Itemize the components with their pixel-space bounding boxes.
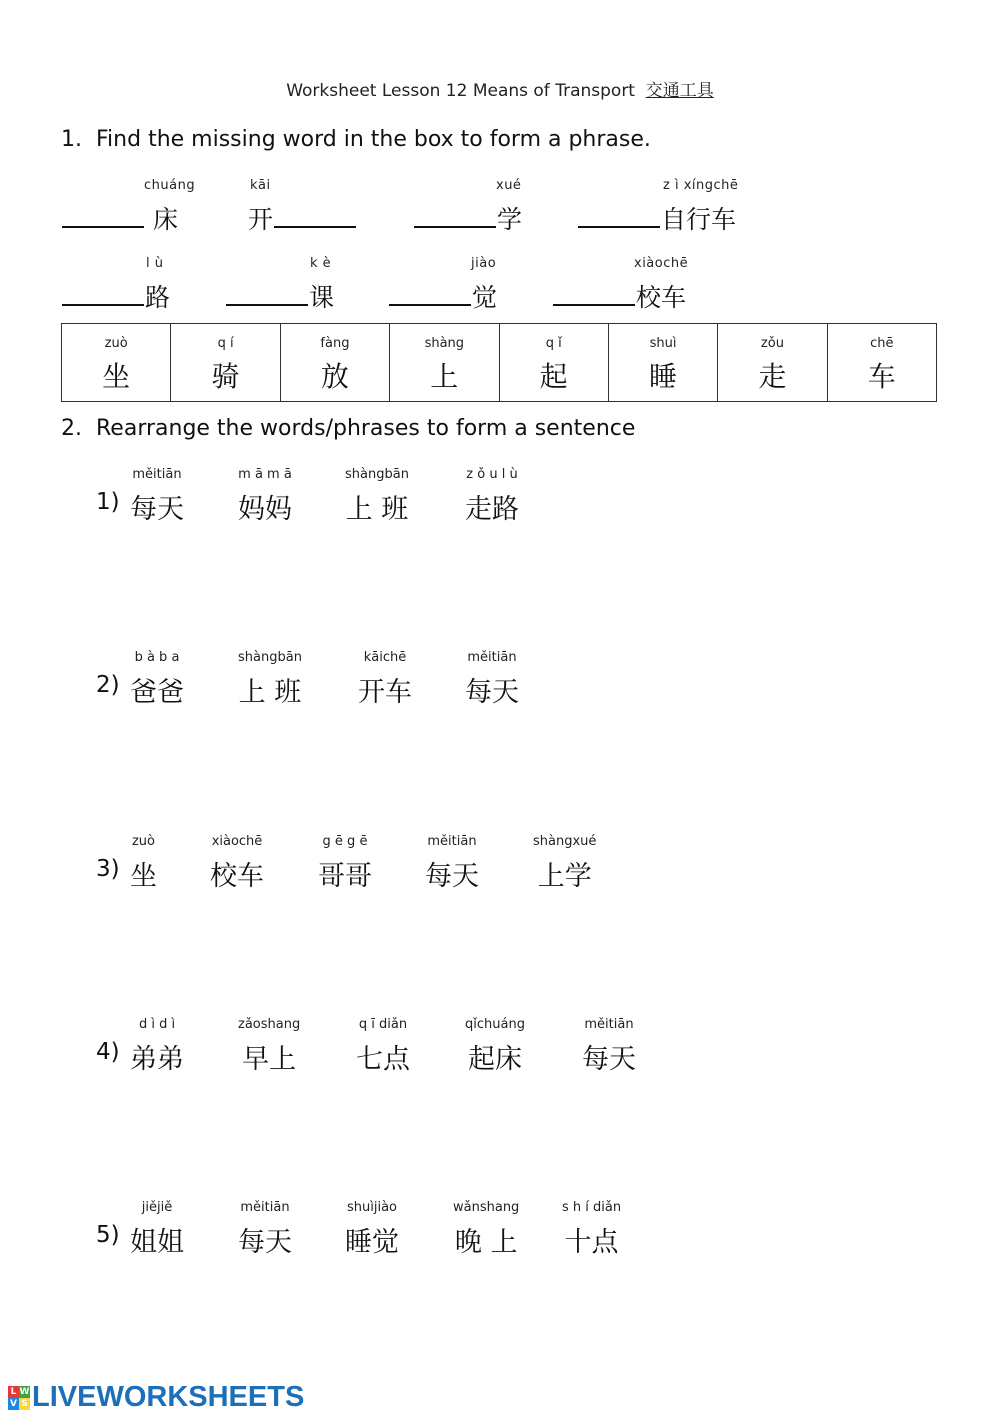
word-hanzi: 早上 xyxy=(242,1044,297,1075)
word-pinyin: xiàochē xyxy=(211,834,263,849)
word-hanzi: 爸爸 xyxy=(130,677,184,708)
phrase-hanzi: 开 xyxy=(248,205,274,234)
question-1-number: 1. xyxy=(61,127,82,152)
word-bank-hanzi: 上 xyxy=(430,360,459,393)
word-pinyin: s h í diǎn xyxy=(562,1200,622,1215)
sentence-number: 2) xyxy=(96,672,120,698)
word-hanzi: 上 班 xyxy=(238,677,302,708)
word-hanzi: 每天 xyxy=(582,1044,636,1075)
word-pinyin: wǎnshang xyxy=(453,1200,520,1215)
phrase-pinyin: l ù xyxy=(146,256,164,271)
word-bank-hanzi: 骑 xyxy=(211,360,240,393)
title-chinese: 交通工具 xyxy=(645,81,714,101)
word-tile[interactable] xyxy=(562,1200,621,1259)
word-hanzi: 校车 xyxy=(210,861,264,892)
word-bank-cell[interactable] xyxy=(390,324,499,401)
word-bank-pinyin: zǒu xyxy=(760,336,784,351)
word-pinyin: shàngxué xyxy=(533,834,597,849)
word-bank-pinyin: shàng xyxy=(424,336,465,351)
word-hanzi: 七点 xyxy=(356,1044,410,1075)
word-tile[interactable] xyxy=(465,1017,525,1076)
word-pinyin: g ē g ē xyxy=(322,834,368,849)
word-tile[interactable] xyxy=(130,834,157,893)
word-tile[interactable] xyxy=(465,467,519,526)
word-hanzi: 妈妈 xyxy=(238,494,292,525)
phrase-hanzi: 觉 xyxy=(472,283,498,312)
phrase-pinyin: k è xyxy=(310,256,332,271)
word-tile[interactable] xyxy=(465,650,519,709)
word-hanzi: 上学 xyxy=(537,861,592,892)
word-tile[interactable] xyxy=(425,834,479,893)
word-hanzi: 睡觉 xyxy=(345,1227,399,1258)
phrase-hanzi: 床 xyxy=(145,205,178,234)
word-hanzi: 弟弟 xyxy=(130,1044,184,1075)
liveworksheets-logo[interactable] xyxy=(8,1381,304,1414)
word-pinyin: měitiān xyxy=(467,650,517,665)
word-tile[interactable] xyxy=(318,834,372,893)
phrase-pinyin: xué xyxy=(496,178,522,193)
word-bank-cell[interactable] xyxy=(62,324,171,401)
word-tile[interactable] xyxy=(238,1017,300,1076)
word-tile[interactable] xyxy=(533,834,596,893)
word-bank-hanzi: 放 xyxy=(320,360,349,393)
word-pinyin: měitiān xyxy=(240,1200,290,1215)
word-tile[interactable] xyxy=(358,650,412,709)
word-tile[interactable] xyxy=(238,650,302,709)
sentence-number: 5) xyxy=(96,1222,120,1248)
answer-blank[interactable] xyxy=(578,226,660,228)
answer-blank[interactable] xyxy=(389,304,471,306)
word-hanzi: 每天 xyxy=(238,1227,292,1258)
word-tile[interactable] xyxy=(130,650,184,709)
answer-blank[interactable] xyxy=(62,304,144,306)
word-pinyin: jiějiě xyxy=(141,1200,173,1215)
word-pinyin: zuò xyxy=(131,834,156,849)
phrase-hanzi: 自行车 xyxy=(661,205,737,234)
word-tile[interactable] xyxy=(453,1200,519,1259)
word-pinyin: qǐchuáng xyxy=(465,1017,525,1032)
sentence-number: 1) xyxy=(96,489,120,515)
word-hanzi: 十点 xyxy=(564,1227,619,1258)
word-pinyin: měitiān xyxy=(132,467,182,482)
word-bank-pinyin: fàng xyxy=(320,336,350,351)
word-bank-hanzi: 走 xyxy=(758,360,787,393)
sentence-number: 4) xyxy=(96,1039,120,1065)
word-pinyin: b à b a xyxy=(134,650,180,665)
word-pinyin: měitiān xyxy=(427,834,477,849)
word-tile[interactable] xyxy=(210,834,264,893)
word-tile[interactable] xyxy=(356,1017,410,1076)
phrase-pinyin: jiào xyxy=(471,256,497,271)
word-bank-cell[interactable] xyxy=(281,324,390,401)
question-1-heading xyxy=(61,127,961,157)
answer-blank[interactable] xyxy=(274,226,356,228)
word-pinyin: q ī diǎn xyxy=(358,1017,408,1032)
word-tile[interactable] xyxy=(130,467,184,526)
answer-blank[interactable] xyxy=(62,226,144,228)
phrase-pinyin: xiàochē xyxy=(634,256,689,271)
phrase-pinyin: z ì xíngchē xyxy=(663,178,739,193)
word-bank-pinyin: q í xyxy=(217,336,234,351)
word-hanzi: 走路 xyxy=(465,494,519,525)
word-pinyin: kāichē xyxy=(363,650,407,665)
word-bank-cell[interactable] xyxy=(718,324,827,401)
answer-blank[interactable] xyxy=(414,226,496,228)
word-pinyin: shàngbān xyxy=(345,467,409,482)
word-hanzi: 坐 xyxy=(130,861,157,892)
question-2-heading xyxy=(61,416,961,446)
word-bank-pinyin: chē xyxy=(870,336,894,351)
word-bank-hanzi: 坐 xyxy=(102,360,131,393)
phrase-hanzi: 学 xyxy=(497,205,523,234)
word-pinyin: d ì d ì xyxy=(138,1017,176,1032)
worksheet-title xyxy=(0,76,1000,101)
question-2-text: Rearrange the words/phrases to form a sentence xyxy=(96,416,636,441)
word-bank-hanzi: 睡 xyxy=(649,360,678,393)
word-bank-cell[interactable] xyxy=(609,324,718,401)
word-bank-cell[interactable] xyxy=(500,324,609,401)
word-pinyin: m ā m ā xyxy=(238,467,292,482)
logo-text: LIVEWORKSHEETS xyxy=(32,1381,305,1413)
word-hanzi: 上 班 xyxy=(345,494,409,525)
word-bank-pinyin: q ǐ xyxy=(545,336,562,351)
word-hanzi: 起床 xyxy=(467,1044,522,1075)
word-bank-cell[interactable] xyxy=(171,324,280,401)
word-bank-pinyin: shuì xyxy=(649,336,677,351)
phrase-hanzi: 课 xyxy=(309,283,335,312)
word-tile[interactable] xyxy=(582,1017,636,1076)
word-tile[interactable] xyxy=(345,467,409,526)
word-hanzi: 每天 xyxy=(130,494,184,525)
answer-blank[interactable] xyxy=(226,304,308,306)
word-hanzi: 哥哥 xyxy=(318,861,372,892)
word-hanzi: 开车 xyxy=(358,677,412,708)
title-english: Worksheet Lesson 12 Means of Transport xyxy=(286,81,635,101)
word-bank-hanzi: 车 xyxy=(867,360,896,393)
word-tile[interactable] xyxy=(130,1017,184,1076)
word-bank-box xyxy=(61,323,937,402)
question-1-text: Find the missing word in the box to form a phrase. xyxy=(96,127,651,152)
word-hanzi: 姐姐 xyxy=(130,1227,184,1258)
word-pinyin: z ǒ u l ù xyxy=(466,467,518,482)
word-pinyin: shàngbān xyxy=(238,650,302,665)
phrase-pinyin: chuáng xyxy=(144,178,196,193)
sentence-number: 3) xyxy=(96,856,120,882)
word-tile[interactable] xyxy=(345,1200,399,1259)
word-hanzi: 每天 xyxy=(425,861,479,892)
word-bank-hanzi: 起 xyxy=(539,360,568,393)
word-bank-cell[interactable] xyxy=(828,324,936,401)
word-hanzi: 晚 上 xyxy=(454,1227,518,1258)
word-tile[interactable] xyxy=(238,1200,292,1259)
word-pinyin: měitiān xyxy=(584,1017,634,1032)
word-pinyin: shuìjiào xyxy=(346,1200,397,1215)
phrase-pinyin: kāi xyxy=(250,178,271,193)
word-tile[interactable] xyxy=(238,467,292,526)
word-pinyin: zǎoshang xyxy=(238,1017,301,1032)
word-bank-pinyin: zuò xyxy=(104,336,128,351)
phrase-hanzi: 校车 xyxy=(636,283,687,312)
logo-mark-icon: L W V S xyxy=(8,1386,30,1410)
word-tile[interactable] xyxy=(130,1200,184,1259)
word-hanzi: 每天 xyxy=(465,677,519,708)
question-2-number: 2. xyxy=(61,416,82,441)
answer-blank[interactable] xyxy=(553,304,635,306)
phrase-hanzi: 路 xyxy=(145,283,171,312)
